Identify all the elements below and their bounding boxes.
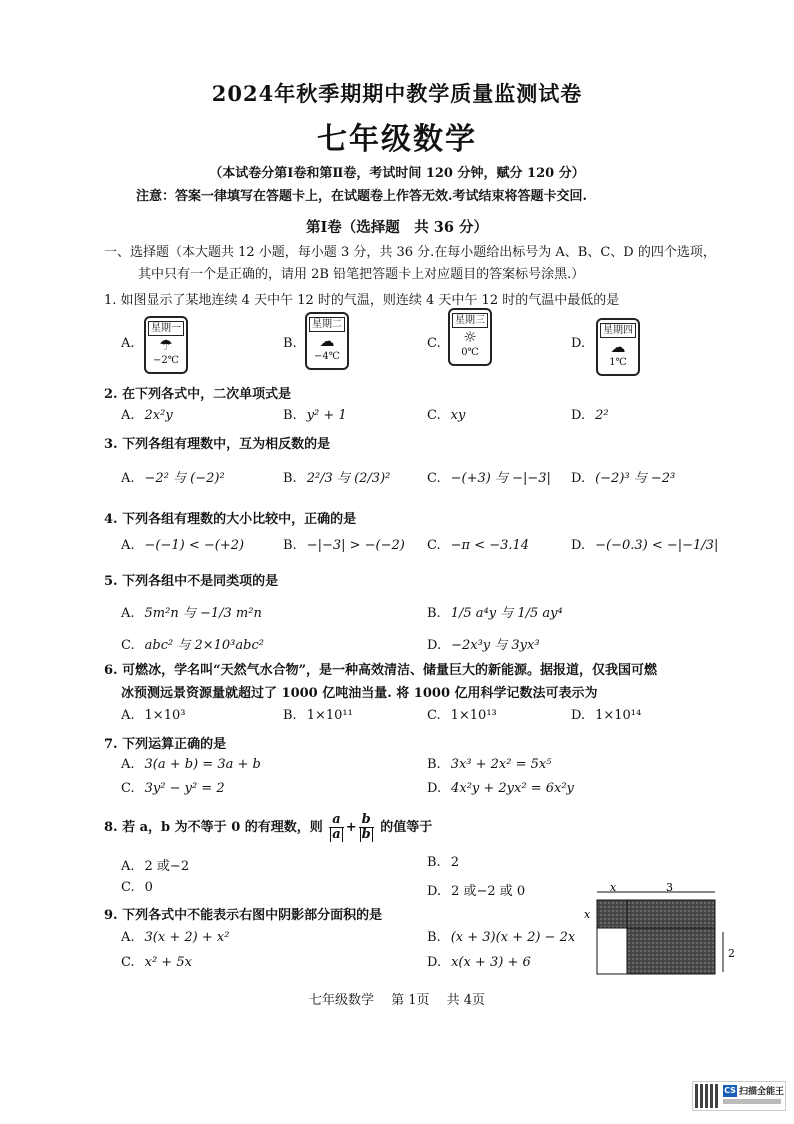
q1-option-b[interactable]: B. bbox=[283, 336, 297, 351]
q9-option-d[interactable]: D. x(x + 3) + 6 bbox=[427, 955, 531, 970]
weather-card-a bbox=[144, 316, 188, 374]
section-instruction-2: 其中只有一个是正确的，请用 2B 铅笔把答题卡上对应题目的答案标号涂黑.） bbox=[138, 267, 585, 282]
q5-option-c[interactable]: C. abc² 与 2×10³abc² bbox=[121, 638, 264, 653]
q5-option-b[interactable]: B. 1/5 a⁴y 与 1/5 ay⁴ bbox=[427, 606, 563, 621]
q8-option-d[interactable]: D. 2 或−2 或 0 bbox=[427, 884, 526, 899]
qr-code-icon bbox=[695, 1084, 719, 1108]
q4-option-a[interactable]: A. −(−1) < −(+2) bbox=[121, 538, 245, 553]
question-6-stem-2: 冰预测远景资源量就超过了 1000 亿吨油当量. 将 1000 亿用科学记数法可表示为 bbox=[121, 686, 598, 701]
weather-day: 星期三 bbox=[452, 313, 488, 328]
cloud-icon: ☁ bbox=[610, 338, 626, 356]
question-5-stem: 5. 下列各组中不是同类项的是 bbox=[104, 574, 279, 589]
rain-icon: ☂ bbox=[159, 336, 173, 354]
q7-option-a[interactable]: A. 3(a + b) = 3a + b bbox=[121, 757, 261, 772]
watermark-subtext bbox=[723, 1099, 781, 1104]
q3-option-c[interactable]: C. −(+3) 与 −|−3| bbox=[427, 471, 551, 486]
exam-title: 2024年秋季期期中教学质量监测试卷 bbox=[211, 81, 583, 106]
question-6-stem-1: 6. 可燃冰，学名叫“天然气水合物”，是一种高效清洁、储量巨大的新能源。据报道，仅我国可燃 bbox=[104, 663, 658, 678]
q2-option-a[interactable]: A. 2x²y bbox=[121, 408, 173, 423]
q4-option-c[interactable]: C. −π < −3.14 bbox=[427, 538, 530, 553]
section-instruction-1: 一、选择题（本大题共 12 小题，每小题 3 分，共 36 分.在每小题给出标号为 A、B、C、D 的四个选项， bbox=[104, 245, 716, 260]
scanner-app-name: 扫描全能王 bbox=[739, 1087, 785, 1097]
question-9-stem: 9. 下列各式中不能表示右图中阴影部分面积的是 bbox=[104, 908, 383, 923]
weather-temp: −4℃ bbox=[314, 351, 340, 362]
exam-info: （本试卷分第Ⅰ卷和第Ⅱ卷，考试时间 120 分钟，赋分 120 分） bbox=[209, 166, 585, 181]
q7-option-d[interactable]: D. 4x²y + 2yx² = 6x²y bbox=[427, 781, 574, 796]
label-left-x: x bbox=[584, 908, 591, 921]
subject-title: 七年级数学 bbox=[317, 122, 477, 157]
q2-option-b[interactable]: B. y² + 1 bbox=[283, 408, 347, 423]
cs-logo-icon: CS bbox=[724, 1086, 736, 1095]
q9-option-b[interactable]: B. (x + 3)(x + 2) − 2x bbox=[427, 930, 576, 945]
q6-option-d[interactable]: D. 1×10¹⁴ bbox=[571, 708, 642, 723]
weather-card-d bbox=[596, 318, 640, 376]
weather-day: 星期一 bbox=[148, 321, 184, 336]
q2-option-d[interactable]: D. 2² bbox=[571, 408, 609, 423]
q1-option-c[interactable]: C. bbox=[427, 336, 441, 351]
q6-option-b[interactable]: B. 1×10¹¹ bbox=[283, 708, 353, 723]
exam-note: 注意：答案一律填写在答题卡上，在试题卷上作答无效.考试结束将答题卡交回. bbox=[136, 189, 588, 204]
section-title: 第Ⅰ卷（选择题 共 36 分） bbox=[305, 219, 489, 236]
q9-option-c[interactable]: C. x² + 5x bbox=[121, 955, 192, 970]
weather-card-c bbox=[448, 308, 492, 366]
q1-option-d[interactable]: D. bbox=[571, 336, 586, 351]
q9-option-a[interactable]: A. 3(x + 2) + x² bbox=[121, 930, 230, 945]
weather-temp: 1℃ bbox=[609, 357, 627, 368]
q3-option-a[interactable]: A. −2² 与 (−2)² bbox=[121, 471, 225, 486]
q5-option-a[interactable]: A. 5m²n 与 −1/3 m²n bbox=[121, 606, 262, 621]
weather-temp: −2℃ bbox=[153, 355, 179, 366]
question-7-stem: 7. 下列运算正确的是 bbox=[104, 737, 227, 752]
fraction-b-over-abs-b: $\frac{b}{b}$ bbox=[359, 813, 374, 842]
q8-option-c[interactable]: C. 0 bbox=[121, 880, 153, 895]
q6-option-a[interactable]: A. 1×10³ bbox=[121, 708, 186, 723]
shaded-top-rect bbox=[627, 900, 715, 928]
label-top-3: 3 bbox=[666, 882, 673, 894]
q4-option-d[interactable]: D. −(−0.3) < −|−1/3| bbox=[571, 538, 719, 553]
question-4-stem: 4. 下列各组有理数的大小比较中，正确的是 bbox=[104, 512, 357, 527]
scanner-watermark bbox=[692, 1081, 786, 1111]
q3-option-d[interactable]: D. (−2)³ 与 −2³ bbox=[571, 471, 676, 486]
weather-card-b bbox=[305, 312, 349, 370]
q9-area-figure bbox=[580, 882, 740, 982]
q4-option-b[interactable]: B. −|−3| > −(−2) bbox=[283, 538, 405, 553]
q7-option-c[interactable]: C. 3y² − y² = 2 bbox=[121, 781, 225, 796]
blank-rect bbox=[597, 928, 627, 974]
q8-option-a[interactable]: A. 2 或−2 bbox=[121, 859, 190, 874]
q7-option-b[interactable]: B. 3x³ + 2x² = 5x⁵ bbox=[427, 757, 552, 772]
q6-option-c[interactable]: C. 1×10¹³ bbox=[427, 708, 497, 723]
q2-option-c[interactable]: C. xy bbox=[427, 408, 466, 423]
sun-icon: ☼ bbox=[463, 328, 477, 346]
q1-option-a[interactable]: A. bbox=[121, 336, 135, 351]
q3-option-b[interactable]: B. 2²/3 与 (2/3)² bbox=[283, 471, 391, 486]
fraction-a-over-abs-a: $\frac{a}{a}$ bbox=[329, 813, 343, 842]
cloud-icon: ☁ bbox=[319, 332, 335, 350]
question-2-stem: 2. 在下列各式中，二次单项式是 bbox=[104, 387, 292, 402]
question-8-stem: 8. 若 a，b 为不等于 0 的有理数，则 $\frac{a}{a}$ + $\frac{b}{b}$ 的值等于 bbox=[104, 812, 433, 842]
label-top-x: x bbox=[610, 882, 617, 894]
question-3-stem: 3. 下列各组有理数中，互为相反数的是 bbox=[104, 437, 331, 452]
weather-day: 星期二 bbox=[309, 317, 345, 332]
label-right-2: 2 bbox=[728, 947, 735, 960]
shaded-bottom-rect bbox=[627, 928, 715, 974]
weather-temp: 0℃ bbox=[461, 347, 479, 358]
q8-option-b[interactable]: B. 2 bbox=[427, 855, 459, 870]
page-footer: 七年级数学 第 1页 共 4页 bbox=[308, 993, 486, 1008]
shaded-square bbox=[597, 900, 627, 928]
weather-day: 星期四 bbox=[600, 323, 636, 338]
q5-option-d[interactable]: D. −2x³y 与 3yx³ bbox=[427, 638, 540, 653]
question-1-stem: 1. 如图显示了某地连续 4 天中午 12 时的气温，则连续 4 天中午 12 时的气温中最低的是 bbox=[104, 293, 620, 308]
